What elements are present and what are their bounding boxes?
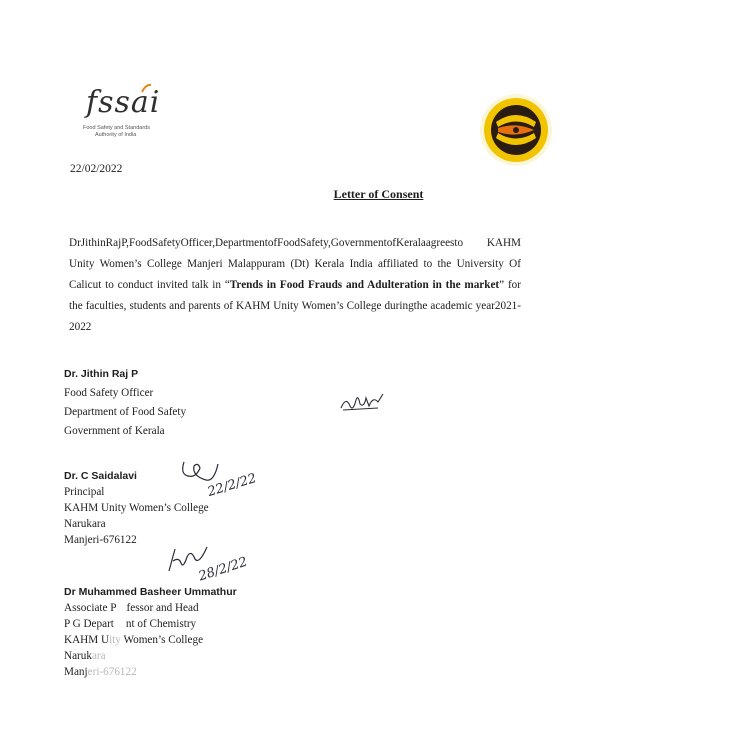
signatory3-place-b: ara bbox=[91, 650, 106, 662]
fssai-subtitle bbox=[83, 125, 173, 139]
body-text-part2: ” for the faculties, students and parents of KAHM Unity Women’s College duringthe academic year2021-2022 bbox=[69, 279, 521, 333]
fssai-subtitle-line2: Authority of India bbox=[95, 132, 137, 138]
signatory3-designation-b: fessor and Head bbox=[126, 602, 199, 614]
signatory1-designation: Food Safety Officer bbox=[64, 387, 154, 399]
signatory3-department-b: nt of Chemistry bbox=[125, 618, 197, 630]
signatory3-pincode bbox=[64, 664, 237, 680]
signatory3-college-a: KAHM U bbox=[64, 634, 110, 646]
signature-2-date: 22/2/22 bbox=[205, 471, 259, 500]
signatory3-pincode-a: Manj bbox=[64, 666, 88, 678]
signatory3-college-b: ity bbox=[109, 634, 121, 646]
signatory3-college-c: Women’s College bbox=[120, 634, 204, 646]
fssai-accent-icon bbox=[140, 83, 152, 95]
letter-date: 22/02/2022 bbox=[70, 163, 123, 175]
body-text-part1: DrJithinRajP,FoodSafetyOfficer,DepartmentofFoodSafety,GovernmentofKeralaagreesto KAHM Unity Women’s College Manjeri Malappuram (Dt) Kerala India affiliated to the University Of Calicut to conduct invited talk in “ bbox=[69, 237, 521, 291]
signatory3-name: Dr Muhammed Basheer Ummathur bbox=[64, 586, 237, 598]
signatory3-department bbox=[64, 616, 237, 632]
signatory2-name: Dr. C Saidalavi bbox=[64, 470, 137, 482]
letter-body bbox=[69, 233, 521, 338]
signatory3-place bbox=[64, 648, 237, 664]
signatory3-pincode-b: eri-676122 bbox=[87, 666, 137, 678]
signatory2-pincode: Manjeri-676122 bbox=[64, 534, 137, 546]
signature-3-date: 28/2/22 bbox=[196, 554, 250, 585]
signatory1-name: Dr. Jithin Raj P bbox=[64, 368, 139, 380]
signatory3-college bbox=[64, 632, 237, 648]
signatory3-place-a: Naruk bbox=[64, 650, 92, 662]
talk-topic: Trends in Food Frauds and Adulteration in the market bbox=[229, 279, 500, 291]
signatory3-designation bbox=[64, 600, 237, 616]
signatory-head-of-department bbox=[64, 584, 237, 680]
signatory-food-safety-officer bbox=[64, 365, 186, 441]
signatory1-government: Government of Kerala bbox=[64, 425, 165, 437]
signatory1-department: Department of Food Safety bbox=[64, 406, 187, 418]
fssai-logo bbox=[80, 83, 175, 153]
fssai-subtitle-line1: Food Safety and Standards bbox=[83, 125, 150, 131]
signatory2-college: KAHM Unity Women’s College bbox=[64, 502, 209, 514]
fssai-wordmark: fssai bbox=[86, 85, 161, 120]
signatory3-department-a: P G Depart bbox=[64, 618, 114, 630]
college-emblem bbox=[478, 92, 554, 168]
signatory2-place: Narukara bbox=[64, 518, 106, 530]
letter-title: Letter of Consent bbox=[333, 187, 424, 201]
signatory2-designation: Principal bbox=[64, 486, 105, 498]
signatory3-designation-a: Associate P bbox=[64, 602, 117, 614]
signature-1 bbox=[338, 388, 386, 414]
